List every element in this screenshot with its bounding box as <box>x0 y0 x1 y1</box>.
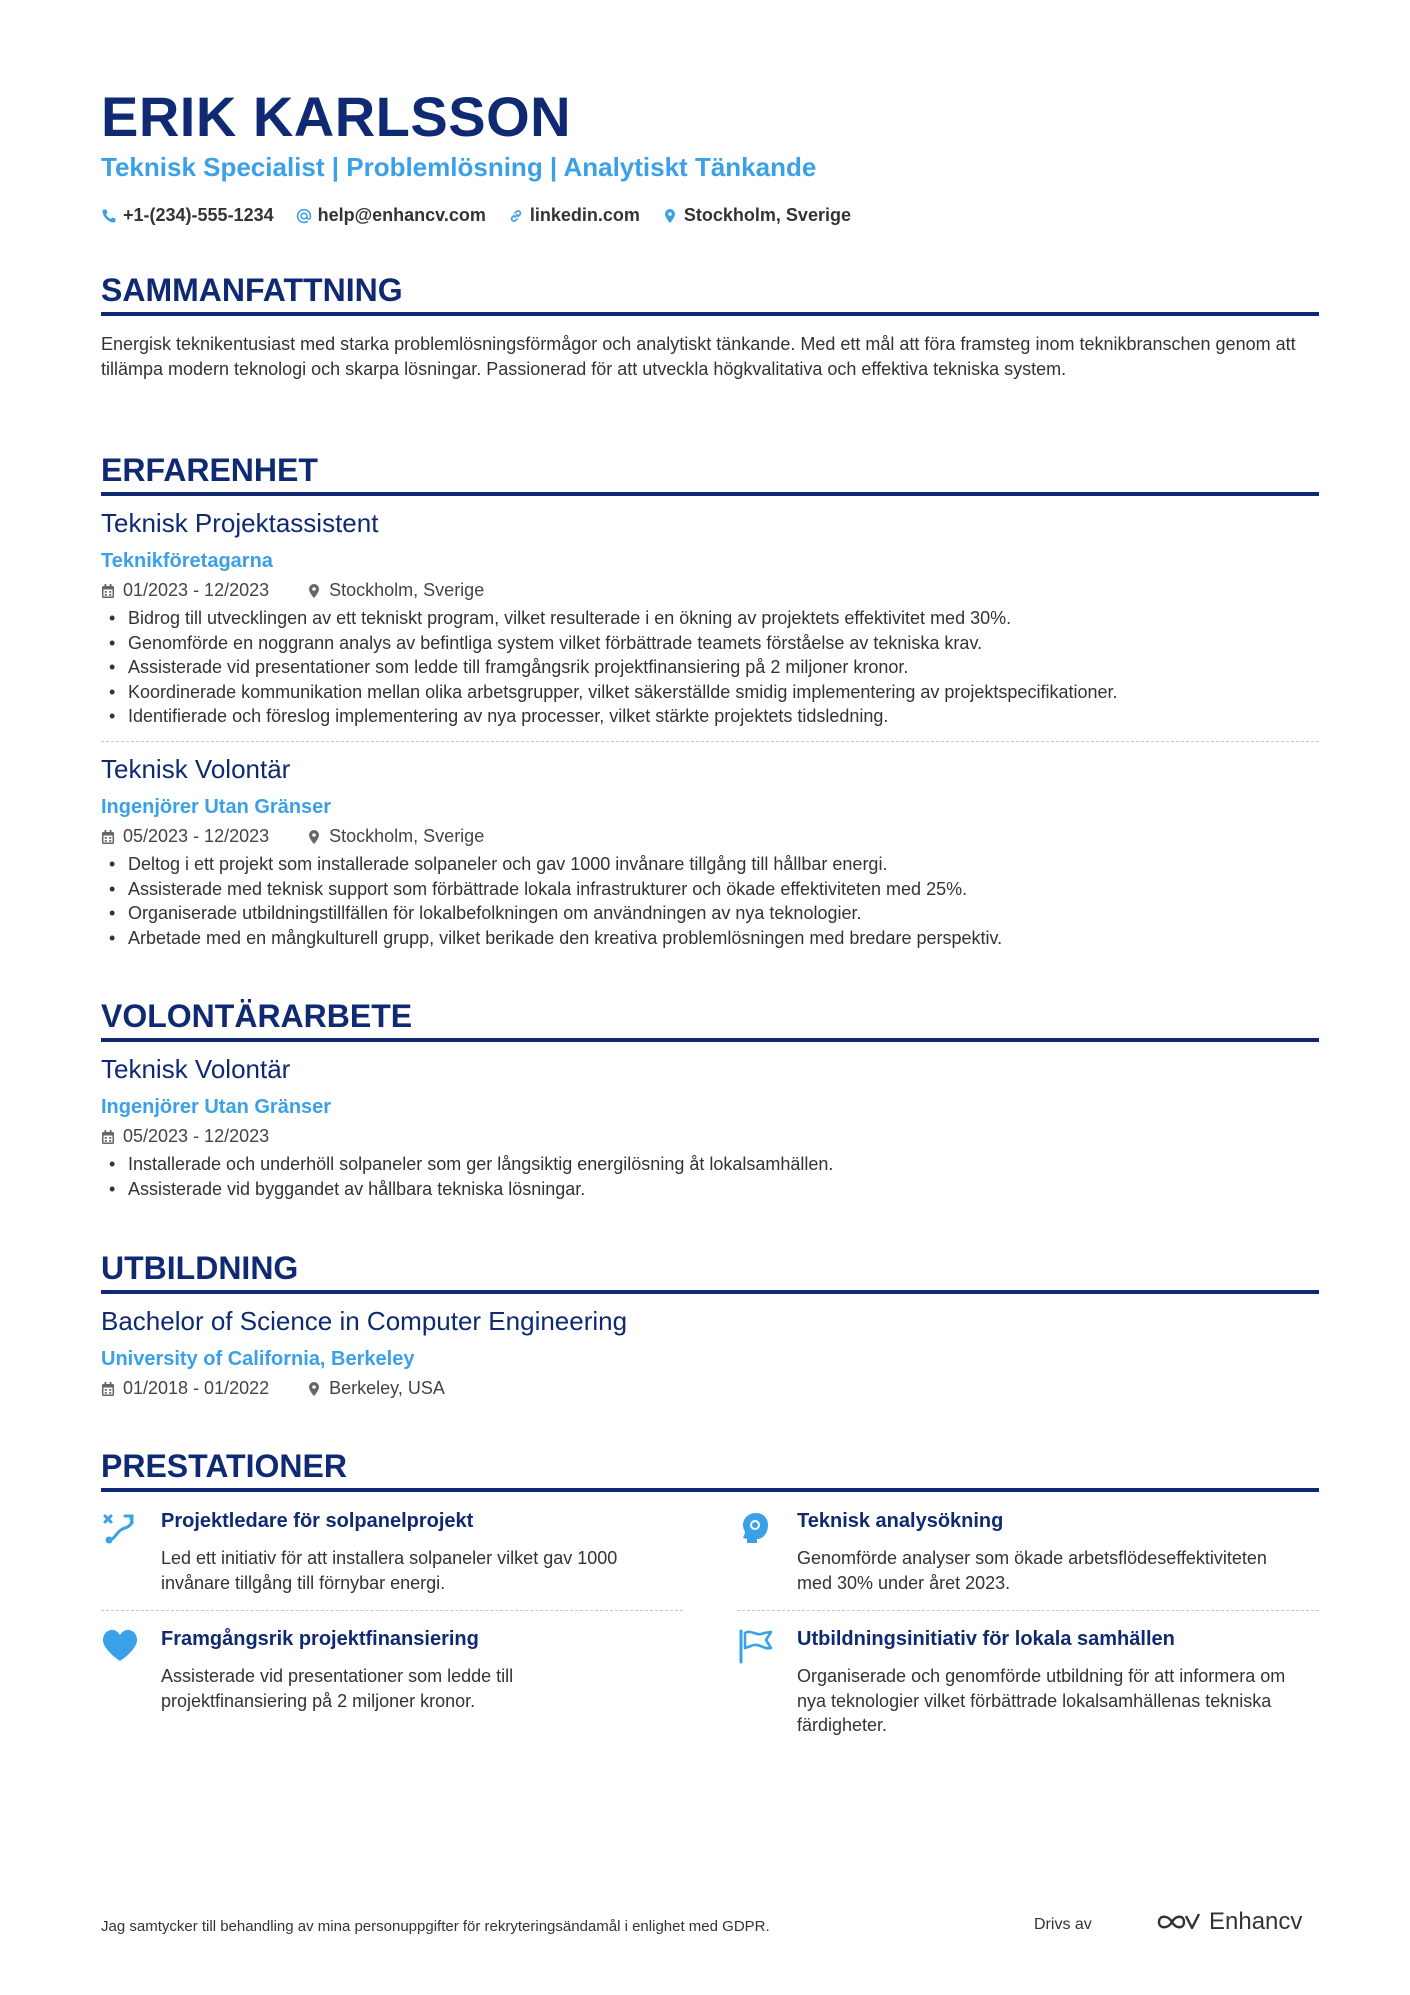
job-bullets <box>101 606 1319 729</box>
location-icon <box>662 208 678 224</box>
job-dates: 01/2023 - 12/2023 <box>123 580 270 600</box>
section-divider <box>101 1038 1319 1042</box>
list-item: • Arbetade med en mångkulturell grupp, vilket berikade den kreativa problemlösningen med bredare perspektiv. <box>101 926 1319 951</box>
degree: Bachelor of Science in Computer Engineering <box>101 1306 628 1336</box>
volunteer-organization: Ingenjörer Utan Gränser <box>101 1096 332 1118</box>
contact-phone-text: +1-(234)-555-1234 <box>123 205 274 225</box>
item-divider <box>101 741 1319 742</box>
item-divider <box>101 1610 683 1611</box>
section-title-achievements: PRESTATIONER <box>101 1448 347 1484</box>
calendar-icon <box>101 829 115 845</box>
achievement-description: Led ett initiativ för att installera solpaneler vilket gav 1000 invånare tillgång till förnybar energi. <box>161 1548 618 1593</box>
candidate-name: ERIK KARLSSON <box>101 85 572 148</box>
item-divider <box>737 1610 1319 1611</box>
list-item: • Koordinerade kommunikation mellan olika arbetsgrupper, vilket säkerställde smidig implementering av projektspecifikationer. <box>101 680 1319 705</box>
list-item: • Bidrog till utvecklingen av ett tekniskt program, vilket resulterade i en ökning av projektets effektivitet med 30%. <box>101 606 1319 631</box>
phone-icon <box>101 208 117 224</box>
at-icon <box>296 208 312 224</box>
education-dates: 01/2018 - 01/2022 <box>123 1378 270 1398</box>
contact-linkedin-text: linkedin.com <box>529 205 640 225</box>
company-name: Teknikföretagarna <box>101 550 273 572</box>
list-item: • Genomförde en noggrann analys av befintliga system vilket förbättrade teamets förståelse av tekniska krav. <box>101 631 1319 656</box>
section-title-volunteer: VOLONTÄRARBETE <box>101 998 413 1034</box>
head-icon <box>737 1510 775 1546</box>
heart-icon <box>101 1628 139 1664</box>
achievement-title: Framgångsrik projektfinansiering <box>161 1628 479 1650</box>
job-meta <box>101 580 484 601</box>
location-icon <box>307 583 321 599</box>
achievement-title: Teknisk analysökning <box>797 1510 1004 1532</box>
volunteer-meta <box>101 1126 269 1147</box>
job-meta <box>101 826 484 847</box>
job-title: Teknisk Projektassistent <box>101 508 379 538</box>
enhancv-logo-icon <box>1155 1910 1203 1934</box>
location-icon <box>307 1381 321 1397</box>
school-name: University of California, Berkeley <box>101 1348 415 1370</box>
list-item: • Assisterade vid presentationer som ledde till framgångsrik projektfinansiering på 2 miljoner kronor. <box>101 655 1319 680</box>
contact-bar <box>101 205 851 226</box>
contact-email[interactable] <box>296 205 486 226</box>
achievement-title: Projektledare för solpanelprojekt <box>161 1510 474 1532</box>
section-divider <box>101 492 1319 496</box>
section-title-education: UTBILDNING <box>101 1250 299 1286</box>
contact-linkedin[interactable] <box>508 205 640 226</box>
list-item: • Organiserade utbildningstillfällen för lokalbefolkningen om användningen av nya teknologier. <box>101 901 1319 926</box>
calendar-icon <box>101 1129 115 1145</box>
contact-phone[interactable] <box>101 205 274 226</box>
contact-email-text: help@enhancv.com <box>317 205 486 225</box>
tagline: Teknisk Specialist | Problemlösning | Analytiskt Tänkande <box>101 152 817 182</box>
powered-by-label: Drivs av <box>1034 1916 1092 1933</box>
flag-icon <box>737 1628 775 1664</box>
list-item: • Deltog i ett projekt som installerade solpaneler och gav 1000 invånare tillgång till hållbar energi. <box>101 852 1319 877</box>
calendar-icon <box>101 1381 115 1397</box>
job-title: Teknisk Volontär <box>101 754 291 784</box>
company-name: Ingenjörer Utan Gränser <box>101 796 332 818</box>
list-item: • Identifierade och föreslog implementering av nya processer, vilket stärkte projektets tidsledning. <box>101 704 1319 729</box>
volunteer-dates: 05/2023 - 12/2023 <box>123 1126 270 1146</box>
job-location: Stockholm, Sverige <box>329 580 485 600</box>
education-location: Berkeley, USA <box>329 1378 445 1398</box>
section-divider <box>101 1488 1319 1492</box>
job-dates: 05/2023 - 12/2023 <box>123 826 270 846</box>
contact-location-text: Stockholm, Sverige <box>683 205 851 225</box>
achievement-description: Genomförde analyser som ökade arbetsflödeseffektiviteten med 30% under året 2023. <box>797 1548 1267 1593</box>
job-bullets <box>101 852 1319 950</box>
target-icon <box>101 1510 139 1546</box>
list-item: • Assisterade med teknisk support som förbättrade lokala infrastrukturer och ökade effektiviteten med 25%. <box>101 877 1319 902</box>
achievement-description: Assisterade vid presentationer som ledde till projektfinansiering på 2 miljoner kronor. <box>161 1666 514 1711</box>
section-title-experience: ERFARENHET <box>101 452 318 488</box>
education-meta <box>101 1378 445 1399</box>
list-item: • Assisterade vid byggandet av hållbara tekniska lösningar. <box>101 1177 1319 1202</box>
section-title-summary: SAMMANFATTNING <box>101 272 403 308</box>
enhancv-brand: Enhancv <box>1209 1908 1303 1935</box>
summary-text: Energisk teknikentusiast med starka problemlösningsförmågor och analytiskt tänkande. Med ett mål att föra framsteg inom teknikbranschen genom att tillämpa modern teknologi och skarpa lösningar. Passionerad för att utveckla högkvalitativa och effektiva tekniska system. <box>101 334 1296 379</box>
location-icon <box>307 829 321 845</box>
enhancv-logo[interactable] <box>1155 1908 1302 1936</box>
achievement-title: Utbildningsinitiativ för lokala samhällen <box>797 1628 1175 1650</box>
volunteer-role: Teknisk Volontär <box>101 1054 291 1084</box>
gdpr-consent: Jag samtycker till behandling av mina personuppgifter för rekryteringsändamål i enlighet med GDPR. <box>101 1918 770 1935</box>
volunteer-bullets <box>101 1152 1319 1201</box>
job-location: Stockholm, Sverige <box>329 826 485 846</box>
section-divider <box>101 1290 1319 1294</box>
link-icon <box>508 208 524 224</box>
section-divider <box>101 312 1319 316</box>
achievement-description: Organiserade och genomförde utbildning för att informera om nya teknologier vilket förbättrade lokalsamhällenas tekniska färdigheter. <box>797 1666 1286 1735</box>
calendar-icon <box>101 583 115 599</box>
list-item: • Installerade och underhöll solpaneler som ger långsiktig energilösning åt lokalsamhällen. <box>101 1152 1319 1177</box>
contact-location <box>662 205 851 226</box>
